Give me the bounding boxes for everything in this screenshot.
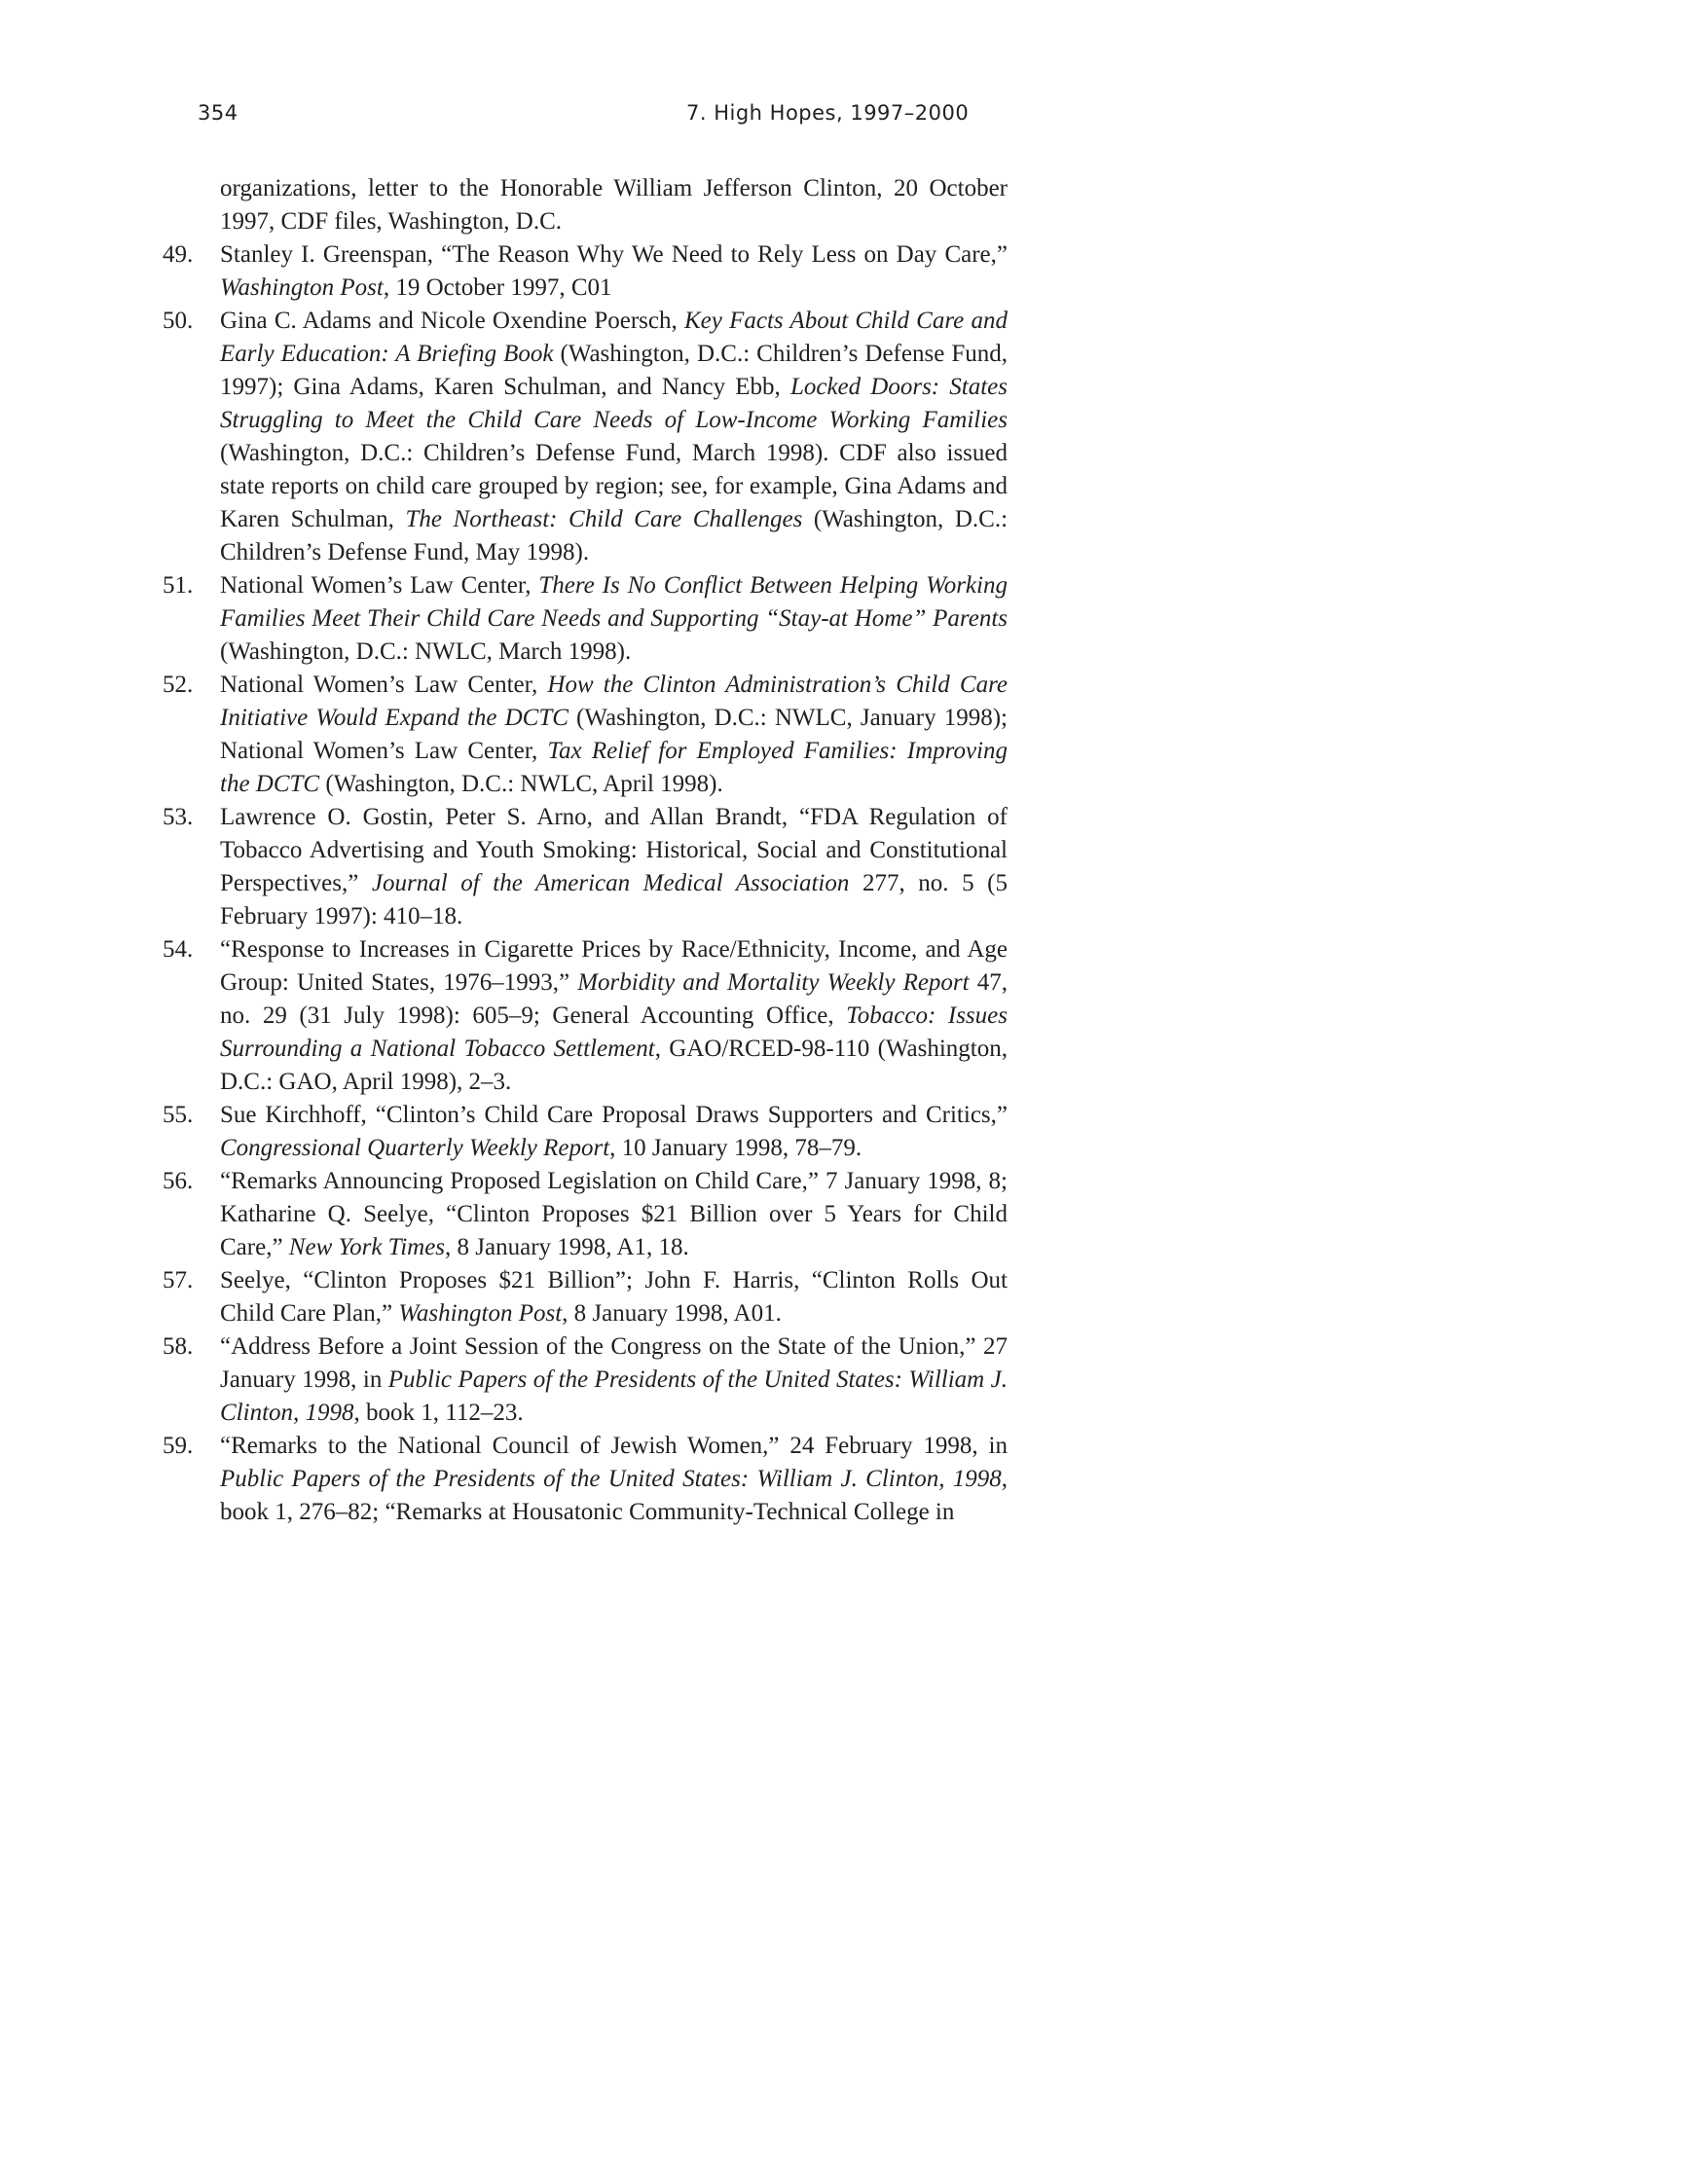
- text-segment: “Remarks to the National Council of Jewish Women,” 24 February 1998, in: [220, 1433, 1008, 1459]
- note-text: [220, 1333, 1008, 1426]
- note-text: [220, 572, 1008, 665]
- italic-title: Washington Post: [398, 1300, 563, 1327]
- text-segment: National Women’s Law Center,: [220, 572, 539, 599]
- endnote: [163, 801, 1008, 933]
- endnote: [163, 933, 1008, 1099]
- endnote: [163, 1099, 1008, 1165]
- italic-title: New York Times: [288, 1234, 446, 1260]
- italic-title: Washington Post: [220, 274, 384, 301]
- italic-title: Locked Doors: States Struggling to Meet the Child Care Needs of Low-Income Working Families: [220, 374, 1008, 433]
- endnote: [163, 1330, 1008, 1430]
- note-text: [220, 804, 1008, 929]
- italic-title: Public Papers of the Presidents of the United States: William J. Clinton, 1998: [220, 1466, 1002, 1492]
- text-segment: , 19 October 1997, C01: [383, 274, 612, 301]
- text-segment: Stanley I. Greenspan, “The Reason Why We Need to Rely Less on Day Care,”: [220, 241, 1008, 268]
- text-segment: Sue Kirchhoff, “Clinton’s Child Care Proposal Draws Supporters and Critics,”: [220, 1102, 1008, 1128]
- note-number: 54.: [163, 936, 194, 963]
- note-number: 49.: [163, 241, 194, 268]
- text-segment: Seelye, “Clinton Proposes $21 Billion”; John F. Harris, “Clinton Rolls Out Child Care Plan,”: [220, 1267, 1008, 1327]
- text-segment: Gina C. Adams and Nicole Oxendine Poersch,: [220, 308, 684, 334]
- text-segment: Lawrence O. Gostin, Peter S. Arno, and Allan Brandt, “FDA Regulation of Tobacco Advertising and Youth Smoking: Historical, Social and Constitutional Perspectives,”: [220, 804, 1008, 896]
- note-text: [220, 936, 1008, 1095]
- note-number: 59.: [163, 1433, 194, 1459]
- italic-title: Tobacco: Issues Surrounding a National Tobacco Settlement: [220, 1002, 1008, 1062]
- text-segment: (Washington, D.C.: Children’s Defense Fund, March 1998). CDF also issued state reports on child care grouped by region; see, for example, Gina Adams and Karen Schulman,: [220, 440, 1008, 532]
- text-segment: “Address Before a Joint Session of the Congress on the State of the Union,” 27 January 1998, in: [220, 1333, 1008, 1393]
- text-segment: “Response to Increases in Cigarette Prices by Race/Ethnicity, Income, and Age Group: United States, 1976–1993,”: [220, 936, 1008, 996]
- page-number: 354: [198, 101, 239, 125]
- note-continuation: [163, 172, 1008, 238]
- italic-title: Public Papers of the Presidents of the United States: William J. Clinton, 1998: [220, 1366, 1008, 1426]
- text-segment: , 10 January 1998, 78–79.: [609, 1135, 862, 1161]
- note-number: 58.: [163, 1333, 194, 1360]
- text-segment: (Washington, D.C.: NWLC, January 1998); National Women’s Law Center,: [220, 705, 1008, 764]
- text-segment: (Washington, D.C.: NWLC, March 1998).: [220, 638, 632, 665]
- note-text: [220, 308, 1008, 565]
- notes-container: [163, 238, 1008, 1529]
- endnote: [163, 669, 1008, 801]
- endnote: [163, 569, 1008, 669]
- note-text: [220, 1102, 1008, 1161]
- note-number: 57.: [163, 1267, 194, 1293]
- endnote: [163, 1165, 1008, 1264]
- endnote: [163, 1264, 1008, 1330]
- text-segment: , 8 January 1998, A1, 18.: [445, 1234, 689, 1260]
- note-number: 55.: [163, 1102, 194, 1128]
- text-segment: 47, no. 29 (31 July 1998): 605–9; General Accounting Office,: [220, 969, 1008, 1029]
- endnote: [163, 305, 1008, 569]
- text-segment: , GAO/RCED-98-110 (Washington, D.C.: GAO, April 1998), 2–3.: [220, 1036, 1008, 1095]
- text-segment: National Women’s Law Center,: [220, 672, 548, 698]
- note-number: 53.: [163, 804, 194, 830]
- note-text: [220, 241, 1008, 301]
- text-segment: , 8 January 1998, A01.: [562, 1300, 782, 1327]
- italic-title: How the Clinton Administration’s Child Care Initiative Would Expand the DCTC: [220, 672, 1008, 731]
- text-segment: 277, no. 5 (5 February 1997): 410–18.: [220, 870, 1009, 929]
- running-head: [198, 101, 1008, 134]
- endnote: [163, 1430, 1008, 1529]
- text-segment: , book 1, 112–23.: [353, 1400, 524, 1426]
- endnote: [163, 238, 1008, 305]
- italic-title: Key Facts About Child Care and Early Education: A Briefing Book: [220, 308, 1008, 367]
- italic-title: Journal of the American Medical Association: [371, 870, 850, 896]
- note-number: 50.: [163, 308, 194, 334]
- note-text: [220, 1433, 1008, 1525]
- note-text: [220, 1267, 1008, 1327]
- note-number: 56.: [163, 1168, 194, 1194]
- note-text: [220, 672, 1008, 797]
- text-segment: (Washington, D.C.: Children’s Defense Fund, 1997); Gina Adams, Karen Schulman, and Nancy Ebb,: [220, 341, 1008, 400]
- italic-title: Morbidity and Mortality Weekly Report: [577, 969, 970, 996]
- italic-title: The Northeast: Child Care Challenges: [405, 506, 803, 532]
- note-number: 52.: [163, 672, 194, 698]
- note-number: 51.: [163, 572, 194, 599]
- italic-title: Congressional Quarterly Weekly Report: [220, 1135, 610, 1161]
- text-segment: organizations, letter to the Honorable William Jefferson Clinton, 20 October 1997, CDF files, Washington, D.C.: [220, 175, 1008, 235]
- italic-title: Tax Relief for Employed Families: Improving the DCTC: [220, 738, 1008, 797]
- text-segment: (Washington, D.C.: Children’s Defense Fund, May 1998).: [220, 506, 1009, 565]
- text-segment: , book 1, 276–82; “Remarks at Housatonic Community-Technical College in: [220, 1466, 1008, 1525]
- note-text: [220, 1168, 1008, 1260]
- italic-title: There Is No Conflict Between Helping Working Families Meet Their Child Care Needs and Supporting “Stay-at Home” Parents: [220, 572, 1008, 632]
- endnotes-list: [163, 172, 1008, 1529]
- text-segment: “Remarks Announcing Proposed Legislation on Child Care,” 7 January 1998, 8; Katharine Q. Seelye, “Clinton Proposes $21 Billion over 5 Years for Child Care,”: [220, 1168, 1008, 1260]
- chapter-title: 7. High Hopes, 1997–2000: [686, 101, 970, 125]
- text-segment: (Washington, D.C.: NWLC, April 1998).: [319, 771, 723, 797]
